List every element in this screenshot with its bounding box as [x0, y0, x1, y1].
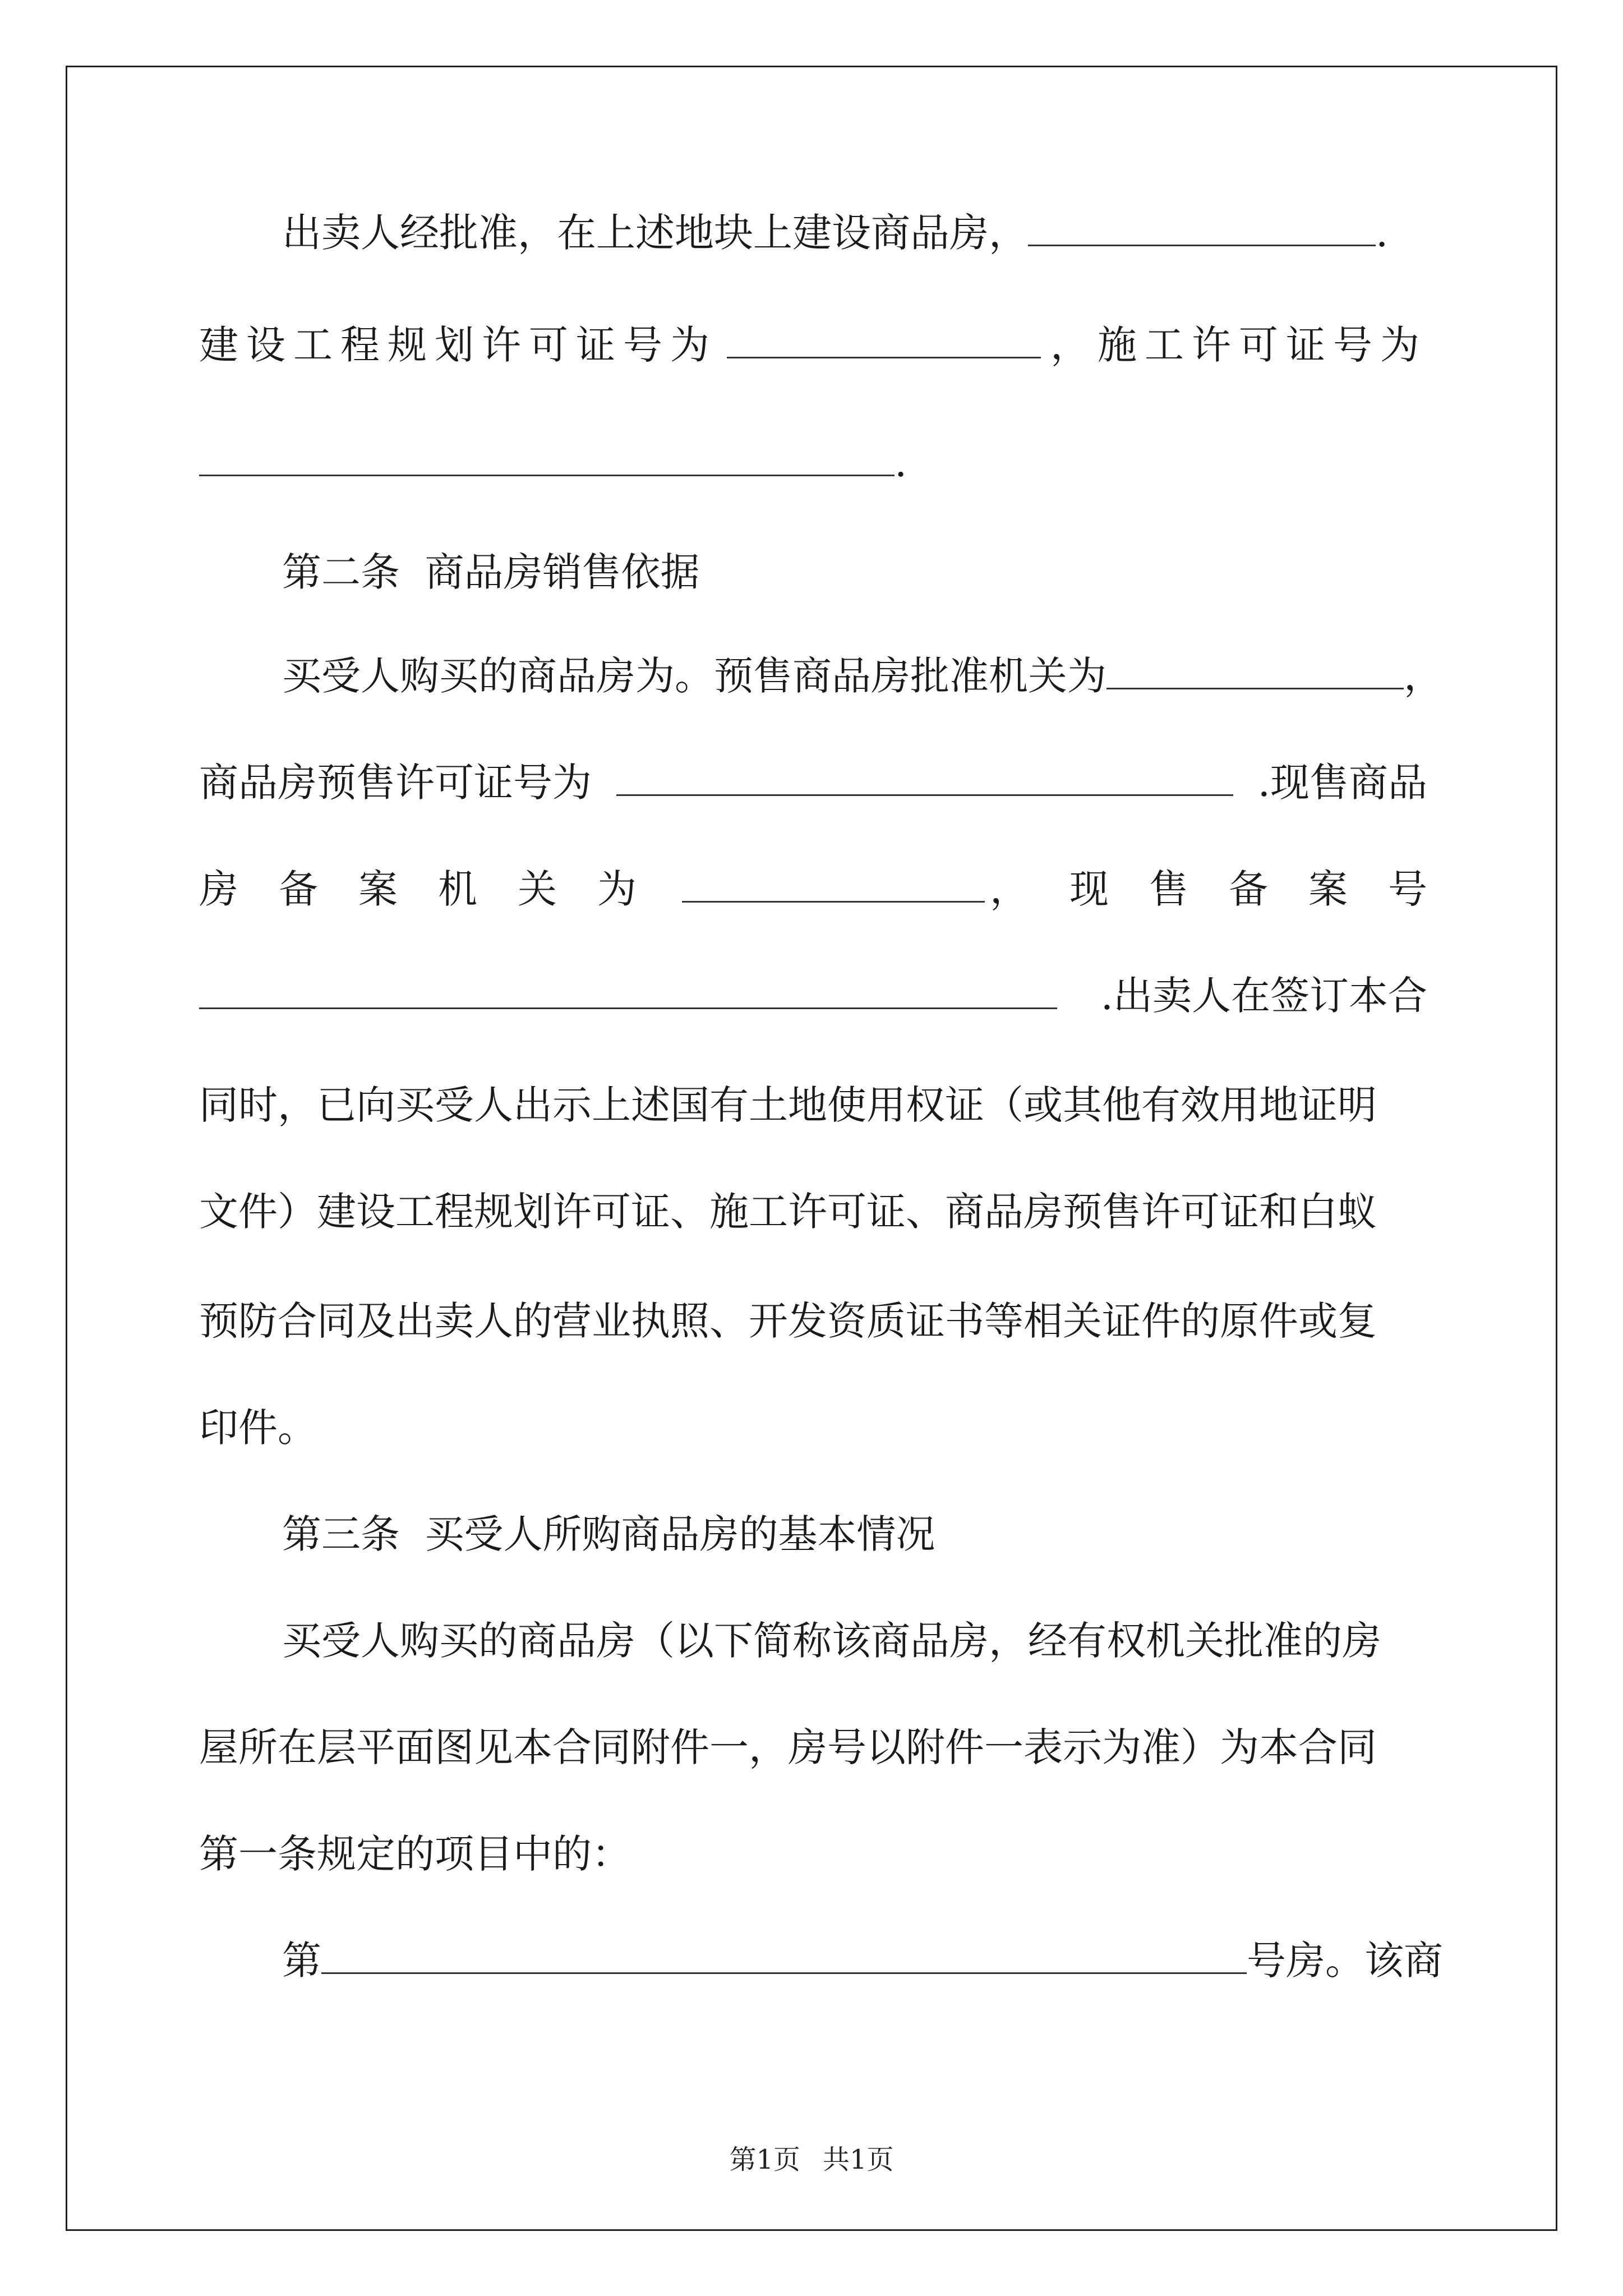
text-segment: 商品房预售许可证号为 — [199, 760, 592, 806]
text-segment: 第 — [282, 1938, 321, 1984]
paragraph-line — [199, 1066, 1427, 1144]
paragraph-line — [199, 1602, 1427, 1680]
fill-in-blank[interactable] — [199, 435, 895, 476]
text-segment: 印件。 — [199, 1405, 317, 1451]
text-segment: 建设工程规划许可证号为 — [199, 322, 717, 368]
text-segment: 房备案机关为 — [199, 866, 677, 912]
text-segment: . — [1376, 210, 1389, 256]
paragraph-line — [199, 637, 1443, 715]
paragraph-line — [199, 194, 1427, 272]
paragraph-line — [199, 1815, 1427, 1893]
paragraph-line — [199, 956, 1427, 1035]
page-footer — [0, 2143, 1623, 2177]
page-number: 第1页 — [729, 2144, 800, 2175]
text-segment: 出卖人经批准，在上述地块上建设商品房， — [282, 210, 1028, 256]
heading-text: 第三条 买受人所购商品房的基本情况 — [282, 1511, 935, 1557]
paragraph-line — [199, 743, 1427, 822]
text-segment: ，现售备案号 — [990, 866, 1468, 912]
text-segment: .出卖人在签订本合 — [1100, 973, 1427, 1019]
text-segment: 号房。该商 — [1247, 1938, 1443, 1984]
text-segment: 第一条规定的项目中的： — [199, 1831, 631, 1877]
fill-in-blank[interactable] — [1028, 205, 1376, 246]
text-segment: .现售商品 — [1257, 760, 1427, 806]
paragraph-line — [199, 306, 1427, 384]
paragraph-line — [199, 1708, 1427, 1787]
page-border — [66, 66, 1557, 2231]
text-segment: . — [895, 440, 907, 486]
section-heading — [199, 533, 1427, 611]
text-segment: 买受人购买的商品房（以下简称该商品房，经有权机关批准的房 — [282, 1618, 1381, 1664]
fill-in-blank[interactable] — [1106, 648, 1404, 689]
paragraph-line — [199, 1172, 1427, 1251]
paragraph-line — [199, 424, 1427, 502]
fill-in-blank[interactable] — [727, 318, 1041, 358]
heading-text: 第二条 商品房销售依据 — [282, 549, 700, 595]
text-segment: 屋所在层平面图见本合同附件一，房号以附件一表示为准）为本合同 — [199, 1724, 1377, 1770]
fill-in-blank[interactable] — [199, 968, 1057, 1009]
fill-in-blank[interactable] — [682, 862, 985, 903]
paragraph-line — [199, 1921, 1443, 2000]
text-segment: 买受人购买的商品房为。预售商品房批准机关为 — [282, 653, 1106, 699]
fill-in-blank[interactable] — [616, 755, 1233, 796]
section-heading — [199, 1495, 1427, 1573]
paragraph-line — [199, 1282, 1427, 1360]
paragraph-line — [199, 1388, 1427, 1467]
text-segment: ，施工许可证号为 — [1050, 322, 1427, 368]
text-segment: ， — [1404, 653, 1443, 699]
page-total: 共1页 — [823, 2144, 894, 2175]
paragraph-line — [199, 850, 1468, 928]
fill-in-blank[interactable] — [321, 1933, 1247, 1974]
text-segment: 同时，已向买受人出示上述国有土地使用权证（或其他有效用地证明 — [199, 1082, 1377, 1128]
text-segment: 预防合同及出卖人的营业执照、开发资质证书等相关证件的原件或复 — [199, 1298, 1377, 1344]
text-segment: 文件）建设工程规划许可证、施工许可证、商品房预售许可证和白蚁 — [199, 1189, 1377, 1235]
